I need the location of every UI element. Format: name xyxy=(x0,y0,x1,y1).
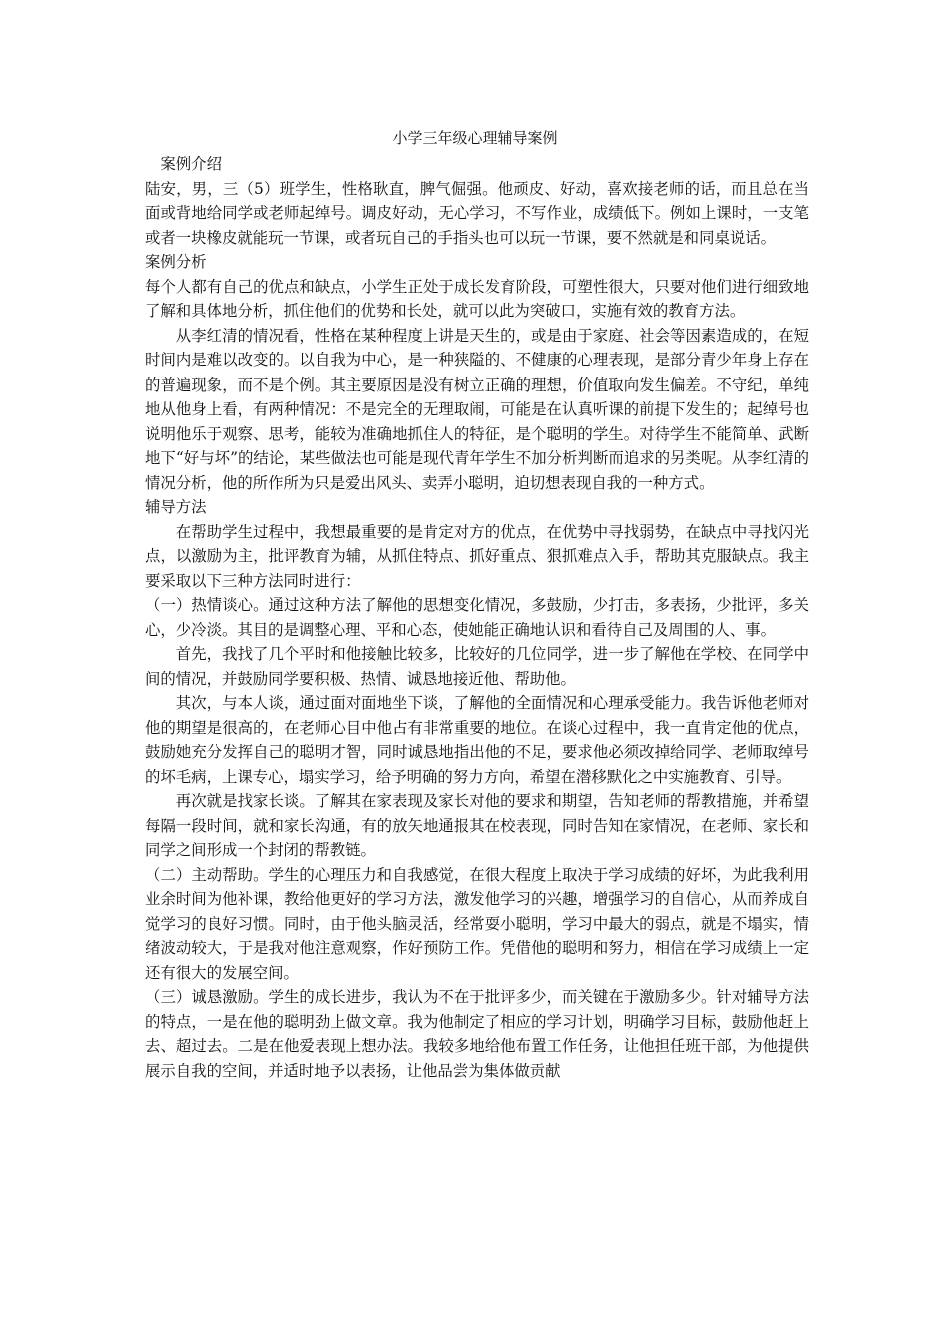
paragraph-methods-intro: 在帮助学生过程中，我想最重要的是肯定对方的优点，在优势中寻找弱势，在缺点中寻找闪光点，以激励为主，批评教育为辅，从抓住特点、抓好重点、狠抓难点入手，帮助其克服缺点。我主要采取以下三种方法同时进行： xyxy=(145,522,809,590)
section-heading-case-analysis: 案例分析 xyxy=(145,253,207,271)
method-1-paragraph-3: 再次就是找家长谈。了解其在家表现及家长对他的要求和期望，告知老师的帮教措施，并希望每隔一段时间，就和家长沟通，有的放矢地通报其在校表现，同时告知在家情况，在老师、家长和同学之间形成一个封闭的帮教链。 xyxy=(145,792,809,859)
paragraph-case-intro: 陆安，男，三（5）班学生，性格耿直，脾气倔强。他顽皮、好动，喜欢接老师的话，而且总在当面或背地给同学或老师起绰号。调皮好动，无心学习，不写作业，成绩低下。例如上课时，一支笔或者一块橡皮就能玩一节课，或者玩自己的手指头也可以玩一节课，要不然就是和同桌说话。 xyxy=(145,179,809,247)
method-1-paragraph-2: 其次，与本人谈，通过面对面地坐下谈，了解他的全面情况和心理承受能力。我告诉他老师对他的期望是很高的，在老师心目中他占有非常重要的地位。在谈心过程中，我一直肯定他的优点，鼓励她充分发挥自己的聪明才智，同时诚恳地指出他的不足，要求他必须改掉给同学、老师取绰号的坏毛病，上课专心，塌实学习，给予明确的努力方向，希望在潜移默化之中实施教育、引导。 xyxy=(145,694,809,786)
document-title: 小学三年级心理辅导案例 xyxy=(392,129,558,147)
paragraph-analysis-1: 每个人都有自己的优点和缺点，小学生正处于成长发育阶段，可塑性很大，只要对他们进行细致地了解和具体地分析，抓住他们的优势和长处，就可以此为突破口，实施有效的教育方法。 xyxy=(145,277,809,320)
method-3-paragraph: （三）诚恳激励。学生的成长进步，我认为不在于批评多少，而关键在于激励多少。针对辅导方法的特点，一是在他的聪明劲上做文章。我为他制定了相应的学习计划，明确学习目标，鼓励他赶上去、超过去。二是在他爱表现上想办法。我较多地给他布置工作任务，让他担任班干部，为他提供展示自我的空间，并适时地予以表扬，让他品尝为集体做贡献 xyxy=(145,988,809,1080)
paragraph-analysis-2: 从李红清的情况看，性格在某种程度上讲是天生的，或是由于家庭、社会等因素造成的，在短时间内是难以改变的。以自我为中心，是一种狭隘的、不健康的心理表现，是部分青少年身上存在的普遍现象，而不是个例。其主要原因是没有树立正确的理想，价值取向发生偏差。不守纪，单纯地从他身上看，有两种情况：不是完全的无理取闹，可能是在认真听课的前提下发生的；起绰号也说明他乐于观察、思考，能较为准确地抓住人的特征，是个聪明的学生。对待学生不能简单、武断地下“好与坏”的结论，某些做法也可能是现代青年学生不加分析判断而追求的另类呢。从李红清的情况分析，他的所作所为只是爱出风头、卖弄小聪明，迫切想表现自我的一种方式。 xyxy=(145,326,809,492)
document-body xyxy=(145,152,809,1083)
method-1-paragraph-1: 首先，我找了几个平时和他接触比较多，比较好的几位同学，进一步了解他在学校、在同学中间的情况，并鼓励同学要积极、热情、诚恳地接近他、帮助他。 xyxy=(145,645,809,688)
method-1-heading-paragraph: （一）热情谈心。通过这种方法了解他的思想变化情况，多鼓励，少打击，多表扬，少批评，多关心，少冷淡。其目的是调整心理、平和心态，使她能正确地认识和看待自己及周围的人、事。 xyxy=(145,596,809,639)
section-heading-methods: 辅导方法 xyxy=(145,498,207,516)
section-heading-case-intro: 案例介绍 xyxy=(160,155,222,173)
method-2-paragraph: （二）主动帮助。学生的心理压力和自我感觉，在很大程度上取决于学习成绩的好坏，为此我利用业余时间为他补课，教给他更好的学习方法，激发他学习的兴趣，增强学习的自信心，从而养成自觉学习的良好习惯。同时，由于他头脑灵活，经常耍小聪明，学习中最大的弱点，就是不塌实，情绪波动较大，于是我对他注意观察，作好预防工作。凭借他的聪明和努力，相信在学习成绩上一定还有很大的发展空间。 xyxy=(145,865,809,982)
